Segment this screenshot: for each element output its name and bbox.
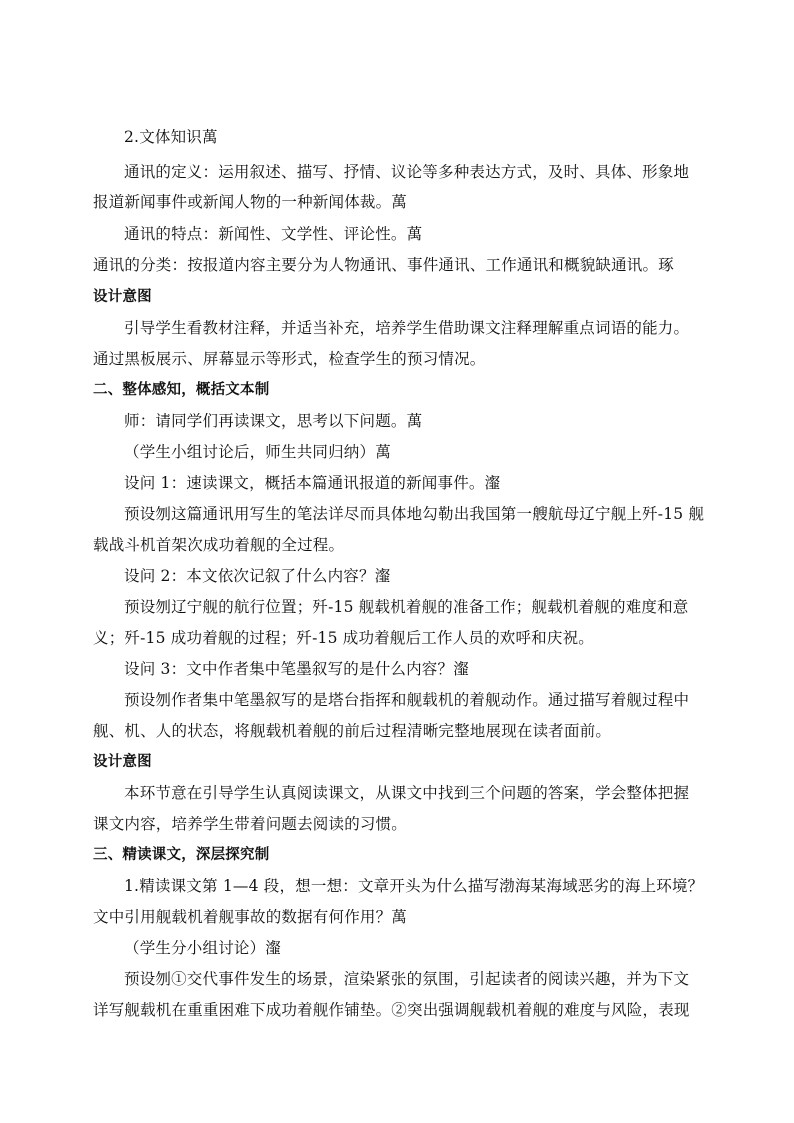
text-line: 通讯的特点：新闻性、文学性、评论性。萬: [124, 225, 423, 243]
text-line: 预设刎辽宁舰的航行位置；歼-15 舰载机着舰的准备工作；舰载机着舰的难度和意: [124, 598, 689, 616]
text-line: 设问 1：速读课文，概括本篇通讯报道的新闻事件。瀣: [124, 474, 501, 492]
text-line: 设问 3：文中作者集中笔墨叙写的是什么内容？瀣: [124, 660, 469, 678]
text-line: 1.精读课文第 1—4 段，想一想：文章开头为什么描写渤海某海域恶劣的海上环境？: [124, 877, 704, 895]
text-line: 通过黑板展示、屏幕显示等形式，检查学生的预习情况。: [93, 350, 486, 368]
text-line: （学生分小组讨论）瀣: [124, 939, 282, 957]
section-heading: 二、整体感知，概括文本制: [93, 382, 270, 398]
section-heading: 三、精读课文，深层探究制: [93, 847, 270, 863]
text-line: （学生小组讨论后，师生共同归纳）萬: [124, 443, 391, 461]
text-line: 预设刎①交代事件发生的场景，渲染紧张的氛围，引起读者的阅读兴趣，并为下文: [124, 970, 690, 988]
text-line: 报道新闻事件或新闻人物的一种新闻体裁。萬: [93, 193, 408, 211]
text-line: 预设刎这篇通讯用写生的笔法详尽而具体地勾勒出我国第一艘航母辽宁舰上歼-15 舰: [124, 505, 705, 523]
text-line: 义；歼-15 成功着舰的过程；歼-15 成功着舰后工作人员的欢呼和庆祝。: [93, 629, 594, 647]
text-line: 通讯的定义：运用叙述、描写、抒情、议论等多种表达方式，及时、具体、形象地: [124, 163, 690, 181]
text-line: 文中引用舰载机着舰事故的数据有何作用？萬: [93, 908, 408, 926]
text-line: 通讯的分类：按报道内容主要分为人物通讯、事件通讯、工作通讯和概貌缺通讯。琢: [93, 256, 674, 274]
text-line: 2.文体知识萬: [124, 128, 218, 146]
section-heading: 设计意图: [93, 754, 152, 770]
text-line: 舰、机、人的状态，将舰载机着舰的前后过程清晰完整地展现在读者面前。: [93, 722, 612, 740]
text-line: 引导学生看教材注释，并适当补充，培养学生借助课文注释理解重点词语的能力。: [124, 319, 690, 337]
text-line: 设问 2：本文依次记叙了什么内容？瀣: [124, 567, 391, 585]
text-line: 预设刎作者集中笔墨叙写的是塔台指挥和舰载机的着舰动作。通过描写着舰过程中: [124, 691, 690, 709]
text-line: 课文内容，培养学生带着问题去阅读的习惯。: [93, 815, 408, 833]
section-heading: 设计意图: [93, 289, 152, 305]
text-line: 师：请同学们再读课文，思考以下问题。萬: [124, 412, 423, 430]
text-line: 本环节意在引导学生认真阅读课文，从课文中找到三个问题的答案，学会整体把握: [124, 784, 690, 802]
text-line: 详写舰载机在重重困难下成功着舰作铺垫。②突出强调舰载机着舰的难度与风险，表现: [93, 1001, 690, 1019]
text-line: 载战斗机首架次成功着舰的全过程。: [93, 536, 345, 554]
